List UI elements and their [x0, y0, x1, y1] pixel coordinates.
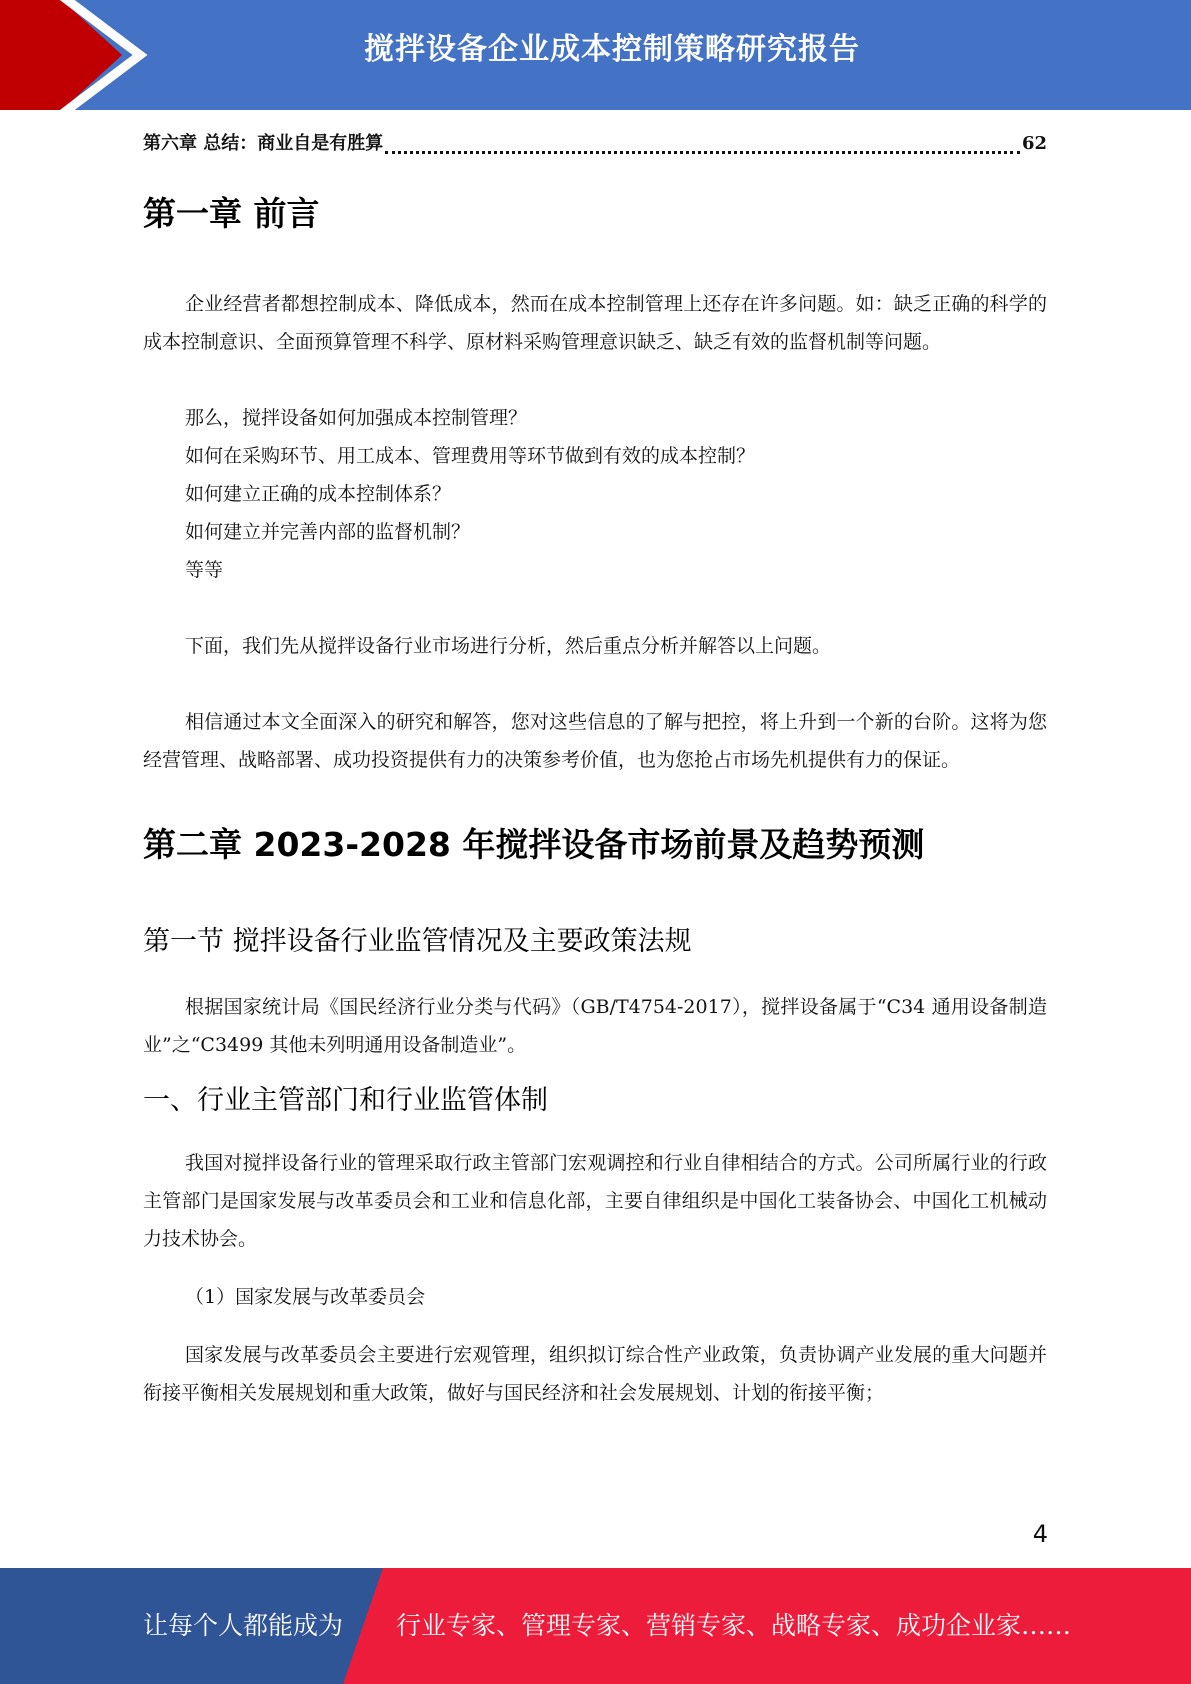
- subsection-1-paragraph: 我国对搅拌设备行业的管理采取行政主管部门宏观调控和行业自律相结合的方式。公司所属行业的行政主管部门是国家发展与改革委员会和工业和信息化部，主要自律组织是中国化工装备协会、中国化工机械动力技术协会。: [143, 1152, 1047, 1250]
- section-1-paragraph: 根据国家统计局《国民经济行业分类与代码》（GB/T4754-2017），搅拌设备属于“C34 通用设备制造业”之“C3499 其他未列明通用设备制造业”。: [143, 996, 1047, 1056]
- report-title: 搅拌设备企业成本控制策略研究报告: [364, 32, 860, 67]
- question-list: [143, 399, 1047, 589]
- footer-band: [0, 1568, 1191, 1684]
- chapter-1-heading: 第一章 前言: [143, 194, 320, 233]
- chapter-1-paragraph-1: 企业经营者都想控制成本、降低成本，然而在成本控制管理上还存在许多问题。如：缺乏正确的科学的成本控制意识、全面预算管理不科学、原材料采购管理意识缺乏、缺乏有效的监督机制等问题。: [143, 293, 1047, 353]
- report-header-band: [0, 0, 1191, 110]
- footer-slogan-right: 行业专家、管理专家、营销专家、战略专家、成功企业家……: [396, 1611, 1072, 1640]
- page-content: [143, 120, 1047, 1412]
- subsection-1-heading: 一、行业主管部门和行业监管体制: [143, 1085, 548, 1116]
- question-item: 等等: [185, 559, 224, 581]
- subsection-item-paragraph: 国家发展与改革委员会主要进行宏观管理，组织拟订综合性产业政策，负责协调产业发展的重大问题并衔接平衡相关发展规划和重大政策，做好与国民经济和社会发展规划、计划的衔接平衡；: [143, 1344, 1047, 1404]
- footer-slogan-left: 让每个人都能成为: [143, 1611, 344, 1640]
- question-item: 如何在采购环节、用工成本、管理费用等环节做到有效的成本控制？: [185, 445, 756, 467]
- question-item: 如何建立正确的成本控制体系？: [185, 483, 452, 505]
- question-item: 如何建立并完善内部的监督机制？: [185, 521, 471, 543]
- chapter-1-paragraph-2: 下面，我们先从搅拌设备行业市场进行分析，然后重点分析并解答以上问题。: [185, 635, 832, 657]
- page-number: 4: [1032, 1520, 1048, 1548]
- toc-entry-label: 第六章 总结：商业自是有胜算: [143, 133, 384, 154]
- subsection-item-heading: （1）国家发展与改革委员会: [185, 1286, 426, 1308]
- toc-leader-dots: [385, 151, 1020, 154]
- toc-entry-page: 62: [1021, 133, 1047, 154]
- toc-entry[interactable]: [143, 120, 1047, 168]
- chapter-2-heading: 第二章 2023-2028 年搅拌设备市场前景及趋势预测: [143, 825, 925, 864]
- chapter-1-paragraph-3: 相信通过本文全面深入的研究和解答，您对这些信息的了解与把控，将上升到一个新的台阶。这将为您经营管理、战略部署、成功投资提供有力的决策参考价值，也为您抢占市场先机提供有力的保证。: [143, 711, 1047, 771]
- section-1-heading: 第一节 搅拌设备行业监管情况及主要政策法规: [143, 926, 692, 957]
- question-item: 那么，搅拌设备如何加强成本控制管理？: [185, 407, 528, 429]
